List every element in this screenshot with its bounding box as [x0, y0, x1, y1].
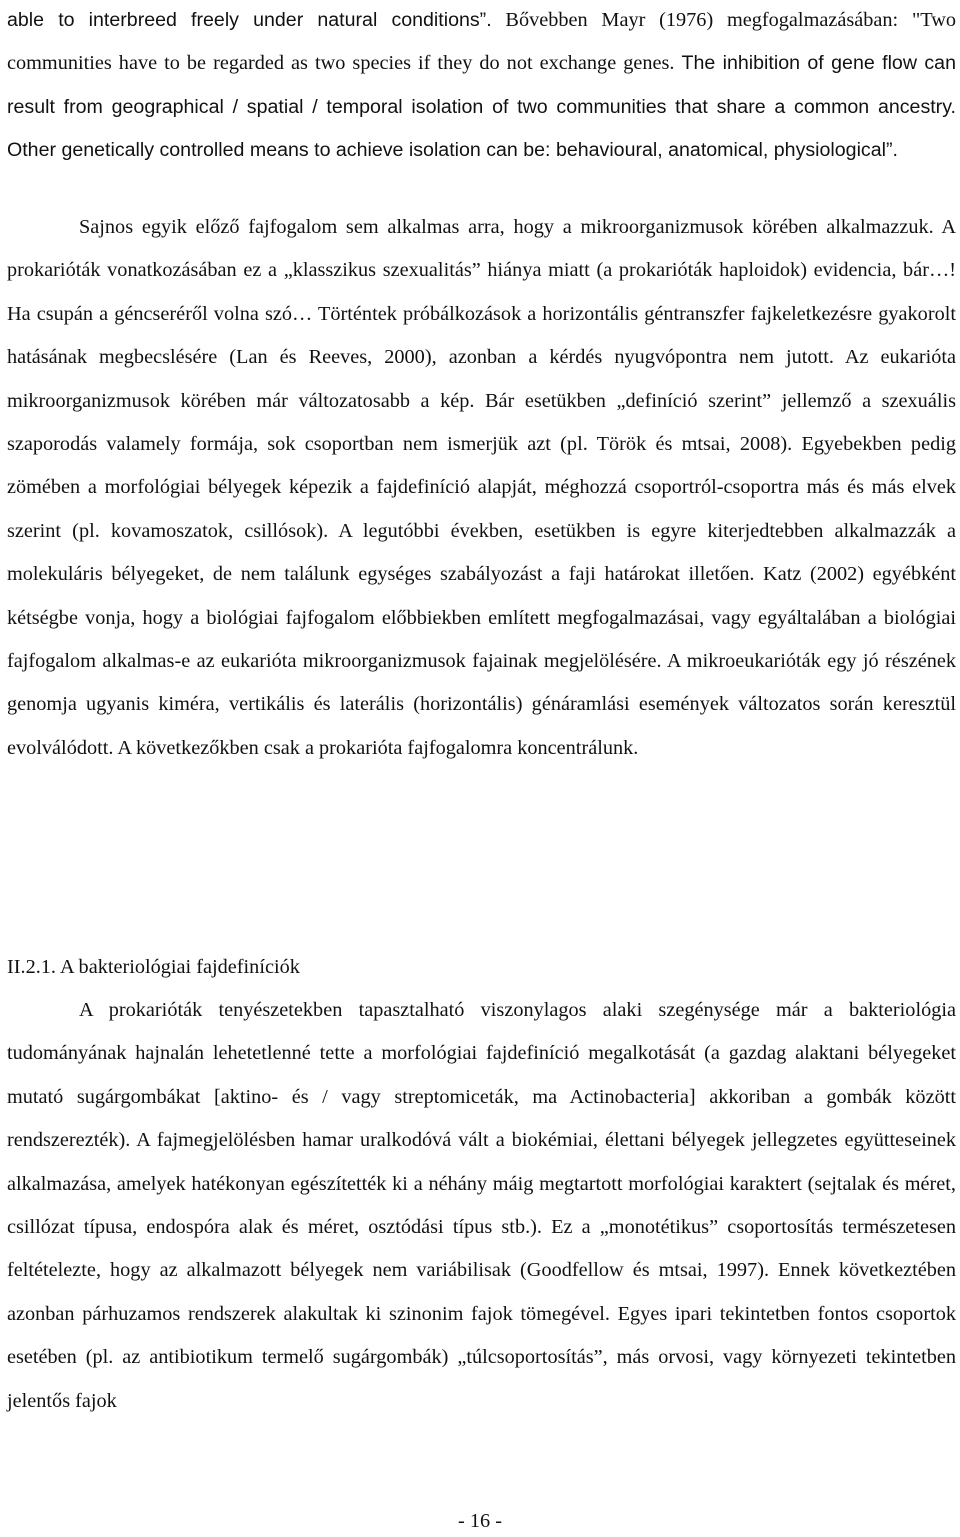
page-number: - 16 - [458, 1510, 502, 1532]
paragraph-microorganisms: Sajnos egyik előző fajfogalom sem alkalmas arra, hogy a mikroorganizmusok körében alkalmazzuk. A prokarióták vonatkozásában ez a „klasszikus szexualitás” hiánya miatt (a prokarióták haploidok) evidencia, bár…! Ha csupán a géncseréről volna szó… Történtek próbálkozások a horizontális géntranszfer fajkeletkezésre gyakorolt hatásának megbecslésére (Lan és Reeves, 2000), azonban a kérdés nyugvópontra nem jutott. Az eukarióta mikroorganizmusok körében már változatosabb a kép. Bár esetükben „definíció szerint” jellemző a szexuális szaporodás valamely formája, sok csoportban nem ismerjük azt (pl. Török és mtsai, 2008). Egyebekben pedig zömében a morfológiai bélyegek képezik a fajdefiníció alapját, méghozzá csoportról-csoportra más és más elvek szerint (pl. kovamoszatok, csillósok). A legutóbbi években, esetükben is egyre kiterjedtebben alkalmazzák a molekuláris bélyegeket, de nem találunk egységes szabályozást a faji határokat illetően. Katz (2002) egyébként kétségbe vonja, hogy a biológiai fajfogalom előbbiekben említett megfogalmazásai, vagy egyáltalában a biológiai fajfogalom alkalmas-e az eukarióta mikroorganizmusok fajainak megjelölésére. A mikroeukarióták egy jó részének genomja ugyanis kiméra, vertikális és laterális (horizontális) génáramlási események változatos során keresztül evolválódott. A következőkben csak a prokarióta fajfogalomra koncentrálunk. [7, 216, 956, 759]
quote-english-start: able to interbreed freely under natural conditions”. [7, 9, 492, 31]
quote-english-serif: "Two communities have to be regarded as two species if they do not exchange genes. [7, 9, 956, 75]
section-heading: II.2.1. A bakteriológiai fajdefiníciók [7, 956, 300, 978]
quote-english-sans: The inhibition of gene flow can result from geographical / spatial / temporal isolation of two communities that share a common ancestry. Other genetically controlled means to achieve isolation can be: behavioural, anatomical, physiological”. [7, 52, 956, 162]
paragraph-mayr-quote [7, 0, 956, 173]
paragraph-bacterial-species: A prokarióták tenyészetekben tapasztalható viszonylagos alaki szegénysége már a bakteriológia tudományának hajnalán lehetetlenné tette a morfológiai fajdefiníció megalkotását (a gazdag alaktani bélyegeket mutató sugárgombákat [aktino- és / vagy streptomiceták, ma Actinobacteria] akkoriban a gombák között rendszerezték). A fajmegjelölésben hamar uralkodóvá vált a biokémiai, élettani bélyegek jellegzetes együtteseinek alkalmazása, amelyek hatékonyan egészítették ki a néhány máig megtartott morfológiai karaktert (sejtalak és méret, csillózat típusa, endospóra alak és méret, osztódási típus stb.). Ez a „monotétikus” csoportosítás természetesen feltételezte, hogy az alkalmazott bélyegek nem variábilisak (Goodfellow és mtsai, 1997). Ennek következtében azonban párhuzamos rendszerek alakultak ki szinonim fajok tömegével. Egyes ipari tekintetben fontos csoportok esetében (pl. az antibiotikum termelő sugárgombák) „túlcsoportosítás”, más orvosi, vagy környezeti tekintetben jelentős fajok [7, 999, 956, 1412]
paragraph-text: Bővebben Mayr (1976) megfogalmazásában: [491, 9, 912, 31]
